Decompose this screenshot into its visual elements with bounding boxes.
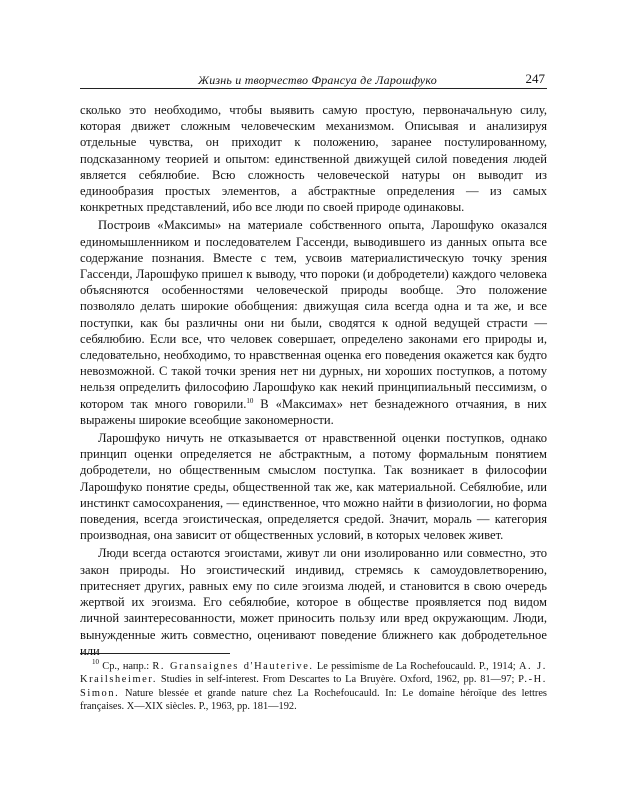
footnote-marker: 10: [246, 396, 254, 405]
paragraph-2: [80, 217, 547, 428]
footnote-author-3: P.-H. Simon.: [80, 674, 547, 699]
paragraph-1: сколько это необходимо, чтобы выявить самую простую, первоначальную силу, которая движет сложным человеческим механизмом. Описывая и анализируя отдельные чувства, он приходит к положению, заранее постулированному, подсказанному теорией и опытом: единственной движущей силой поведения людей является себялюбие. Всю сложность человеческой натуры он выводит из единообразия простых элементов, а абстрактные определения — из самых конкретных представлений, ибо все люди по своей природе одинаковы.: [80, 103, 547, 215]
running-title: Жизнь и творчество Франсуа де Ларошфуко: [198, 73, 437, 87]
body-text: [80, 102, 547, 659]
paragraph-3: Ларошфуко ничуть не отказывается от нравственной оценки поступков, однако принцип оценки определяется не абстрактным, а потому формальным понятием добродетели, но общественным смыслом поступка. Так возникает в философии Ларошфуко понятие среды, общественной так же, как материальной. Себялюбие, или инстинкт самосохранения, — единственное, что можно найти в физиологии, но форма поведения, всегда эгоистическая, определяется средой. Значит, мораль — категория производная, она зависит от общественных условий, в которых человек живет.: [80, 431, 547, 543]
footnote-author-2: A. J. Krailsheimer.: [80, 661, 547, 686]
book-page: [80, 68, 547, 768]
paragraph-4: Люди всегда остаются эгоистами, живут ли они изолированно или совместно, это закон природы. Но эгоистический индивид, стремясь к самоудовлетворению, притесняет других, равных ему по силе эгоизма людей, и становится в свою очередь жертвой их эгоизма. Его себялюбие, которое в обществе проявляется под видом личной заинтересованности, может приносить пользу или вред окружающим. Люди, вынужденные жить совместно, оценивают поведение ближнего как добродетельное или: [80, 546, 547, 658]
footnote-author-1: R. Gransaignes d'Hauterive.: [152, 661, 314, 672]
footnote-text-3: Nature blessée et grande nature chez La Rochefoucauld. In: Le domaine héroïque des lettres françaises. X—XIX siècles. P., 1963, pp. 181—192.: [80, 687, 547, 713]
running-head: [80, 68, 547, 89]
footnote-text-2: Studies in self-interest. From Descartes to La Bruyère. Oxford, 1962, pp. 81—97;: [160, 674, 515, 686]
paragraph-2-text: Построив «Максимы» на материале собственного опыта, Ларошфуко оказался единомышленником и последователем Гассенди, выводившего из данных опыта все содержание познания. Вместе с тем, усвоив материалистическую точку зрения Гассенди, Ларошфуко пришел к выводу, что пороки (и добродетели) каждого человека объясняются особенностями человеческой природы вообще. Это положение позволяло делать широкие обобщения: движущая сила всегда одна и та же, и все поступки, как бы различны они ни были, сводятся к одной ведущей страсти — себялюбию. Если все, что человек совершает, определено законами его природы и, следовательно, необходимо, то нравственная оценка его поведения окажется как будто невозможной. С такой точки зрения нет ни дурных, ни хороших поступков, а потому нельзя определить философию Ларошфуко как некий принципиальный пессимизм, о котором так много говорили.: [80, 218, 547, 411]
page-number: 247: [525, 71, 545, 86]
footnote-number: 10: [92, 658, 99, 666]
paragraph-2-tail: В «Максимах» нет безнадежного отчаяния, в них выражены широкие всеобщие закономерности.: [80, 396, 547, 427]
footnotes: [80, 653, 547, 714]
footnote-10: [80, 660, 547, 714]
footnote-abbr: Ср., напр.:: [102, 661, 150, 672]
footnote-rule: [80, 653, 230, 654]
footnote-text-1: Le pessimisme de La Rochefoucauld. P., 1914;: [316, 661, 516, 672]
